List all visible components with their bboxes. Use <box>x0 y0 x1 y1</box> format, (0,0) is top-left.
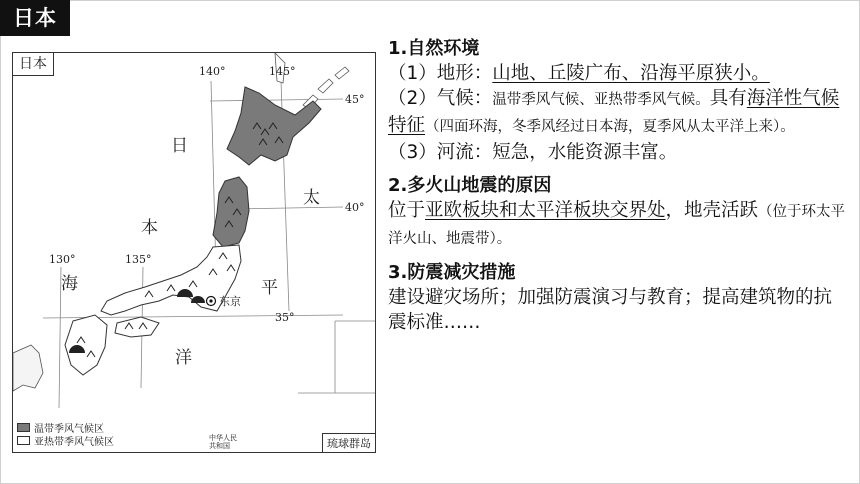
china-label-line: 共和国 <box>209 442 230 450</box>
japan-map <box>12 52 376 453</box>
climate-note: （四面环海，冬季风经过日本海，夏季风从太平洋上来）。 <box>425 119 795 135</box>
sea-label: 平 <box>261 278 278 298</box>
map-title: 日本 <box>13 53 54 76</box>
legend-swatch-temperate <box>17 423 30 432</box>
terrain-key-point: 山地、丘陵广布、沿海平原狭小。 <box>492 63 770 84</box>
sea-label: 日 <box>171 136 188 156</box>
tokyo-marker <box>207 297 216 306</box>
climate-text <box>388 86 850 140</box>
cause-note: （位于环太平洋火山、地震带）。 <box>388 204 846 247</box>
latitude-label: 45° <box>345 93 365 106</box>
climate-prefix: （2）气候： <box>388 88 493 109</box>
sea-label: 太 <box>303 188 320 208</box>
china-label <box>209 434 237 450</box>
shikoku <box>115 317 159 337</box>
terrain-text <box>388 61 850 86</box>
cause-key-point: 亚欧板块和太平洋板块交界处 <box>425 200 666 221</box>
notes-panel <box>388 36 850 335</box>
latitude-label: 40° <box>345 201 365 214</box>
cause-suffix: ，地壳活跃 <box>665 200 759 221</box>
longitude-label: 130° <box>49 253 76 266</box>
longitude-label: 145° <box>269 65 296 78</box>
honshu-north <box>213 177 249 247</box>
latitude-label: 35° <box>275 311 295 324</box>
sea-label: 洋 <box>175 348 192 368</box>
terrain-prefix: （1）地形： <box>388 63 493 84</box>
mainland-edge <box>13 345 43 391</box>
legend-label: 温带季风气候区 <box>34 424 104 435</box>
climate-types: 温带季风气候、亚热带季风气候。 <box>492 92 710 108</box>
legend-item <box>17 434 114 447</box>
kyushu <box>65 315 107 375</box>
measures-text: 建设避灾场所；加强防震演习与教育；提高建筑物的抗震标准…… <box>388 287 833 333</box>
city-label-tokyo: 东京 <box>219 295 241 308</box>
sea-label: 本 <box>141 218 158 238</box>
river-text: （3）河流：短急，水能资源丰富。 <box>388 142 678 163</box>
cause-prefix: 位于 <box>388 200 426 221</box>
longitude-label: 140° <box>199 65 226 78</box>
hokkaido <box>227 87 321 165</box>
kuril-islands <box>303 67 349 109</box>
climate-key-point: 海洋性气候特征 <box>388 88 840 136</box>
longitude-label: 135° <box>125 253 152 266</box>
legend-swatch-subtropical <box>17 436 30 445</box>
sea-label: 海 <box>61 274 78 294</box>
legend-label: 亚热带季风气候区 <box>34 437 114 448</box>
map-legend <box>17 421 114 447</box>
earthquake-cause-text <box>388 198 850 252</box>
china-label-line: 中华人民 <box>209 434 237 442</box>
section-heading: 3.防震减灾措施 <box>388 262 516 283</box>
slide-title-tag: 日本 <box>0 0 70 36</box>
section-heading: 1.自然环境 <box>388 38 480 59</box>
section-heading: 2.多火山地震的原因 <box>388 175 552 196</box>
inset-label-ryukyu: 琉球群岛 <box>322 433 375 452</box>
climate-text-a: 具有 <box>709 88 747 109</box>
